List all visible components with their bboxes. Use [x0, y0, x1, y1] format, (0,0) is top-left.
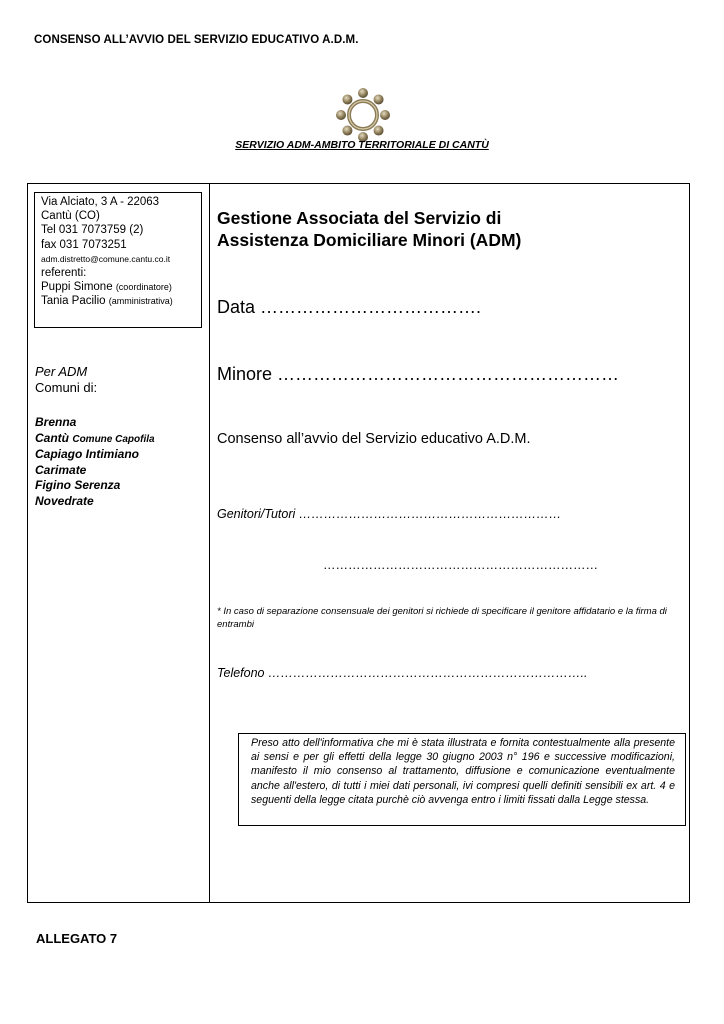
logo-dot-icon — [336, 110, 346, 120]
comune-item — [35, 431, 155, 448]
per-adm-label: Per ADM — [35, 364, 88, 379]
column-divider — [209, 183, 210, 903]
phone-number: Tel 031 7073759 (2) — [41, 224, 144, 237]
comuni-list — [35, 415, 155, 509]
logo-dot-icon — [380, 110, 390, 120]
document-header-title: CONSENSO ALL’AVVIO DEL SERVIZIO EDUCATIVO A.D.M. — [34, 34, 359, 46]
email-address: adm.distretto@comune.cantu.co.it — [41, 253, 171, 264]
fax-number: fax 031 7073251 — [41, 238, 127, 251]
referent-1-role: (coordinatore) — [115, 282, 172, 293]
logo-dot-icon — [358, 88, 368, 98]
logo-dot-icon — [374, 126, 384, 136]
logo-dot-icon — [342, 94, 352, 104]
genitori-field[interactable]: Genitori/Tutori ……………………………………………………… — [217, 507, 562, 521]
genitori-second-line[interactable]: ………………………………………………………… — [323, 558, 598, 572]
service-subtitle: SERVIZIO ADM-AMBITO TERRITORIALE DI CANTÙ — [235, 139, 489, 151]
telefono-field[interactable]: Telefono ………………………………………………………………….. — [217, 666, 588, 680]
address-box — [34, 192, 202, 328]
comuni-heading — [35, 364, 97, 396]
comune-item: Novedrate — [35, 493, 94, 508]
comune-item: Capiago Intimiano — [35, 447, 140, 461]
referent-2-role: (amministrativa) — [108, 296, 173, 307]
comune-item: Carimate — [35, 462, 87, 477]
comune-item: Brenna — [35, 415, 77, 429]
comune-cantu: Cantù — [35, 430, 69, 445]
referent-1-name: Puppi Simone — [41, 281, 113, 294]
referent-2-name: Tania Pacilio — [41, 295, 106, 308]
form-title-line-1: Gestione Associata del Servizio di — [217, 208, 502, 228]
form-title-line-2: Assistenza Domiciliare Minori (ADM) — [217, 230, 522, 250]
ring-of-circles-logo-icon — [334, 86, 392, 144]
form-title — [217, 207, 677, 251]
referents-label: referenti: — [41, 267, 87, 280]
capofila-note: Comune Capofila — [72, 433, 155, 445]
comune-item: Figino Serenza — [35, 478, 121, 492]
consent-heading: Consenso all’avvio del Servizio educativo A.D.M. — [217, 431, 531, 447]
address-city: Cantù (CO) — [41, 210, 100, 223]
address-line: Via Alciato, 3 A - 22063 — [41, 196, 160, 208]
referent-2 — [41, 294, 195, 308]
logo-dot-icon — [342, 126, 352, 136]
comuni-di-label: Comuni di: — [35, 380, 98, 395]
separation-note: * In caso di separazione consensuale dei genitori si richiede di specificare il genitore affidatario e la firma di entrambi — [217, 606, 667, 630]
logo-dot-icon — [374, 94, 384, 104]
referent-1 — [41, 280, 195, 294]
privacy-text: Preso atto dell'informativa che mi è stata illustrata e fornita contestualmente alla presente ai sensi e per gli effetti della legge 30 giugno 2003 n° 196 e successive modificazioni, manifesto il mio consenso al trattamento, diffusione e comunicazione eventualmente anche all'estero, di tutti i miei dati personali, ivi compresi quelli definiti sensibili ex art. 4 e seguenti della legge citata purchè ciò avvenga entro i limiti fissati dalla Legge stessa. — [251, 737, 675, 806]
allegato-label: ALLEGATO 7 — [36, 931, 118, 946]
data-field[interactable]: Data ………………………………. — [217, 297, 482, 317]
privacy-consent-box — [238, 733, 686, 826]
minore-field[interactable]: Minore ………………………………………………… — [217, 364, 620, 384]
